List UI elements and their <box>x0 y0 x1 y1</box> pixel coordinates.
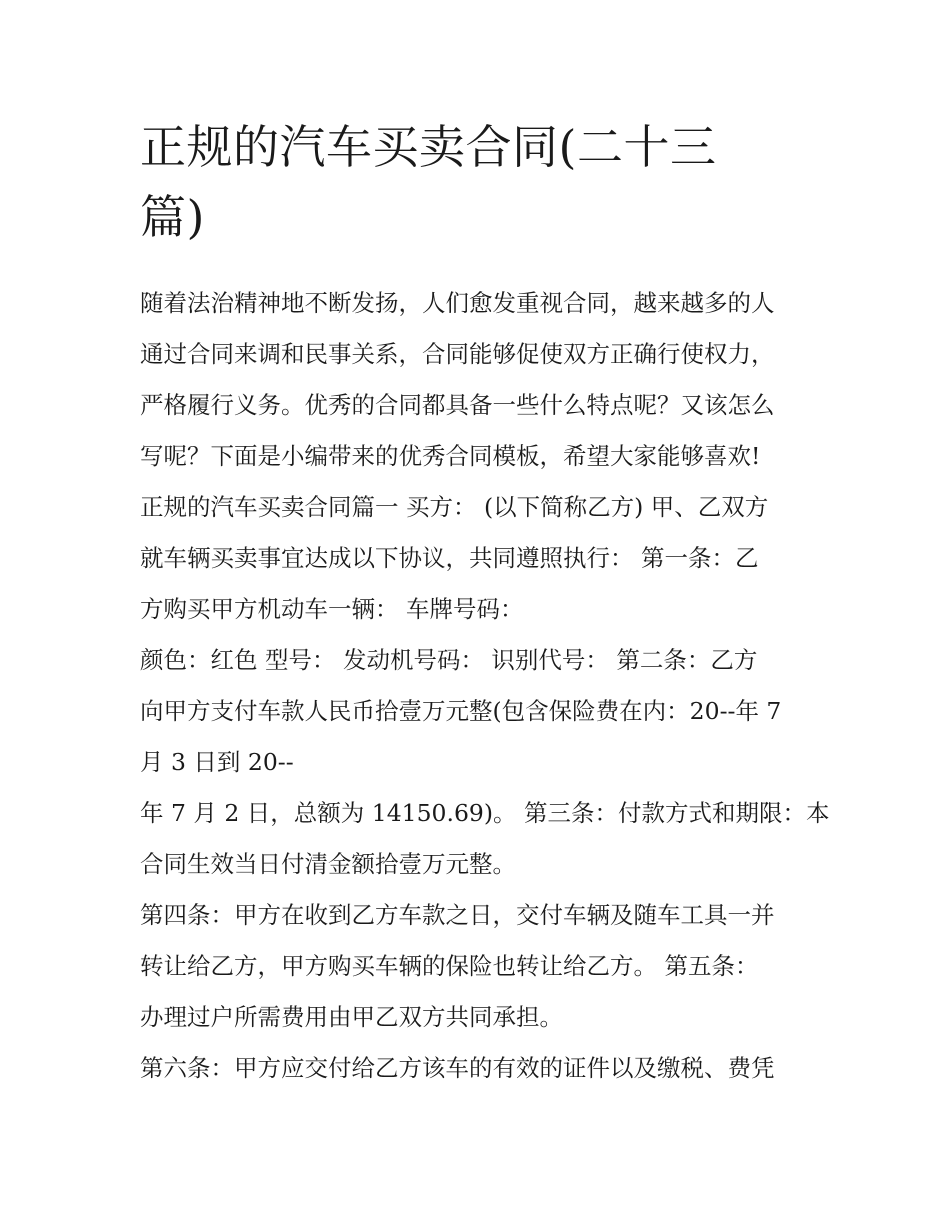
document-body <box>140 278 830 1094</box>
body-line: 年 7 月 2 日，总额为 14150.69)。 第三条：付款方式和期限：本 <box>140 799 830 827</box>
body-line: 第四条：甲方在收到乙方车款之日，交付车辆及随车工具一并 <box>140 901 775 929</box>
body-line: 月 3 日到 20-- <box>140 748 294 776</box>
title-line-2: 篇) <box>140 190 205 244</box>
body-line: 方购买甲方机动车一辆： 车牌号码： <box>140 595 524 623</box>
title-line-1: 正规的汽车买卖合同(二十三 <box>140 120 717 174</box>
body-line: 就车辆买卖事宜达成以下协议，共同遵照执行： 第一条：乙 <box>140 544 759 572</box>
body-line: 第六条：甲方应交付给乙方该车的有效的证件以及缴税、费凭 <box>140 1054 775 1082</box>
document-title <box>140 112 820 252</box>
body-line: 写呢？下面是小编带来的优秀合同模板，希望大家能够喜欢! <box>140 442 761 470</box>
body-line: 合同生效当日付清金额拾壹万元整。 <box>140 850 516 878</box>
body-line: 正规的汽车买卖合同篇一 买方： (以下简称乙方) 甲、乙双方 <box>140 493 769 521</box>
body-line: 严格履行义务。优秀的合同都具备一些什么特点呢？又该怎么 <box>140 391 775 419</box>
body-line: 向甲方支付车款人民币拾壹万元整(包含保险费在内：20--年 7 <box>140 697 782 725</box>
body-line: 颜色：红色 型号： 发动机号码： 识别代号： 第二条：乙方 <box>140 646 758 674</box>
body-line: 办理过户所需费用由甲乙双方共同承担。 <box>140 1003 563 1031</box>
body-line: 转让给乙方，甲方购买车辆的保险也转让给乙方。 第五条： <box>140 952 759 980</box>
body-line: 随着法治精神地不断发扬，人们愈发重视合同，越来越多的人 <box>140 289 775 317</box>
body-line: 通过合同来调和民事关系，合同能够促使双方正确行使权力， <box>140 340 775 368</box>
